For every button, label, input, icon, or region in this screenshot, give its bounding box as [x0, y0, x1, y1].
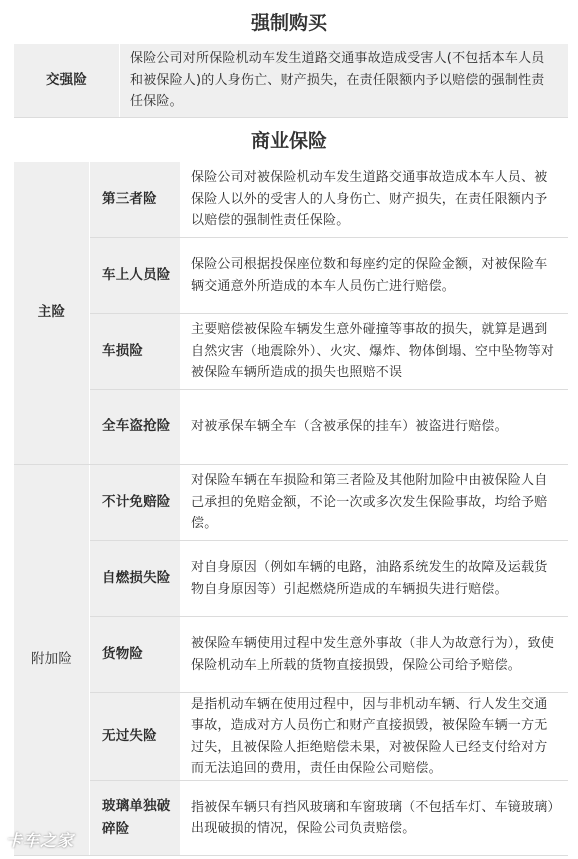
addon-row-desc: 是指机动车辆在使用过程中，因与非机动车辆、行人发生交通事故，造成对方人员伤亡和财产直接损毁，被保险车辆一方无过失，且被保险人拒绝赔偿未果，对被保险人已经支付给对方而无法追回的费用，责任由保险公司赔偿。 — [191, 696, 548, 776]
addon-row-name-cell — [90, 465, 180, 540]
divider — [14, 117, 568, 118]
divider — [90, 237, 568, 238]
main-row-desc-cell — [181, 162, 568, 237]
addon-row-desc: 对自身原因（例如车辆的电路，油路系统发生的故障及运载货物自身原因等）引起燃烧所造成的车辆损失进行赔偿。 — [191, 560, 548, 597]
main-row-desc: 主要赔偿被保险车辆发生意外碰撞等事故的损失，就算是遇到自然灾害（地震除外）、火灾、爆炸、物体倒塌、空中坠物等对被保险车辆所造成的损失也照赔不误 — [191, 322, 555, 381]
addon-row-name-cell — [90, 693, 180, 780]
jqx-desc: 保险公司对所保险机动车发生道路交通事故造成受害人(不包括本车人员和被保险人)的人身伤亡、财产损失，在责任限额内予以赔偿的强制性责任保险。 — [130, 51, 545, 110]
addon-row-desc-cell — [181, 465, 568, 540]
divider — [14, 855, 568, 856]
main-row-name-cell — [90, 238, 180, 313]
addon-row-desc: 指被保车辆只有挡风玻璃和车窗玻璃（不包括车灯、车镜玻璃）出现破损的情况，保险公司负责赔偿。 — [191, 799, 555, 836]
addon-row-name: 不计免赔险 — [102, 493, 171, 510]
addon-row-name: 货物险 — [102, 645, 144, 662]
addon-row-desc-cell — [181, 617, 568, 692]
main-category-cell — [14, 162, 89, 464]
addon-row-desc: 被保险车辆使用过程中发生意外事故（非人为故意行为），致使保险机动车上所载的货物直接损毁，保险公司给予赔偿。 — [191, 636, 555, 673]
main-row-desc: 对被承保车辆全车（含被承保的挂车）被盗进行赔偿。 — [191, 419, 508, 435]
main-row-name: 全车盗抢险 — [102, 418, 171, 435]
addon-row-desc: 对保险车辆在车损险和第三者险及其他附加险中由被保险人自己承担的免赔金额，不论一次或多次发生保险事故，均给予赔偿。 — [191, 473, 548, 532]
watermark-logo: 卡车之家 — [6, 831, 75, 850]
main-row-name-cell — [90, 162, 180, 237]
addon-row-name: 玻璃单独破碎险 — [102, 798, 171, 837]
main-row-name: 车上人员险 — [102, 266, 171, 283]
divider — [14, 464, 568, 465]
addon-row-name-cell — [90, 617, 180, 692]
main-row-name: 第三者险 — [102, 190, 157, 207]
divider — [90, 692, 568, 693]
addon-row-name-cell — [90, 781, 180, 855]
addon-row-desc-cell — [181, 541, 568, 616]
divider — [90, 389, 568, 390]
main-row-desc: 保险公司根据投保座位数和每座约定的保险金额，对被保险车辆交通意外所造成的本车人员伤亡进行赔偿。 — [191, 257, 548, 294]
addon-row-name: 无过失险 — [102, 727, 157, 744]
main-row-name-cell — [90, 314, 180, 389]
addon-row-desc-cell — [181, 781, 568, 855]
divider — [90, 313, 568, 314]
jqx-name-cell — [14, 44, 119, 117]
addon-row-desc-cell — [181, 693, 568, 780]
addon-row-name: 自燃损失险 — [102, 569, 171, 586]
divider — [90, 616, 568, 617]
main-row-name: 车损险 — [102, 342, 144, 359]
section-title-commercial: 商业保险 — [250, 130, 327, 152]
addon-category-cell — [14, 465, 89, 855]
main-category-label: 主险 — [37, 304, 66, 321]
main-row-desc-cell — [181, 314, 568, 389]
main-row-desc: 保险公司对被保险机动车发生道路交通事故造成本车人员、被保险人以外的受害人的人身伤亡、财产损失，在责任限额内予以赔偿的强制性责任保险。 — [191, 170, 548, 229]
jqx-name: 交强险 — [45, 71, 88, 88]
main-row-desc-cell — [181, 390, 568, 464]
main-row-name-cell — [90, 390, 180, 464]
addon-category-label: 附加险 — [30, 651, 73, 668]
jqx-desc-cell — [120, 44, 568, 117]
addon-row-name-cell — [90, 541, 180, 616]
section-title-compulsory: 强制购买 — [250, 12, 327, 34]
divider — [90, 780, 568, 781]
divider — [90, 540, 568, 541]
main-row-desc-cell — [181, 238, 568, 313]
